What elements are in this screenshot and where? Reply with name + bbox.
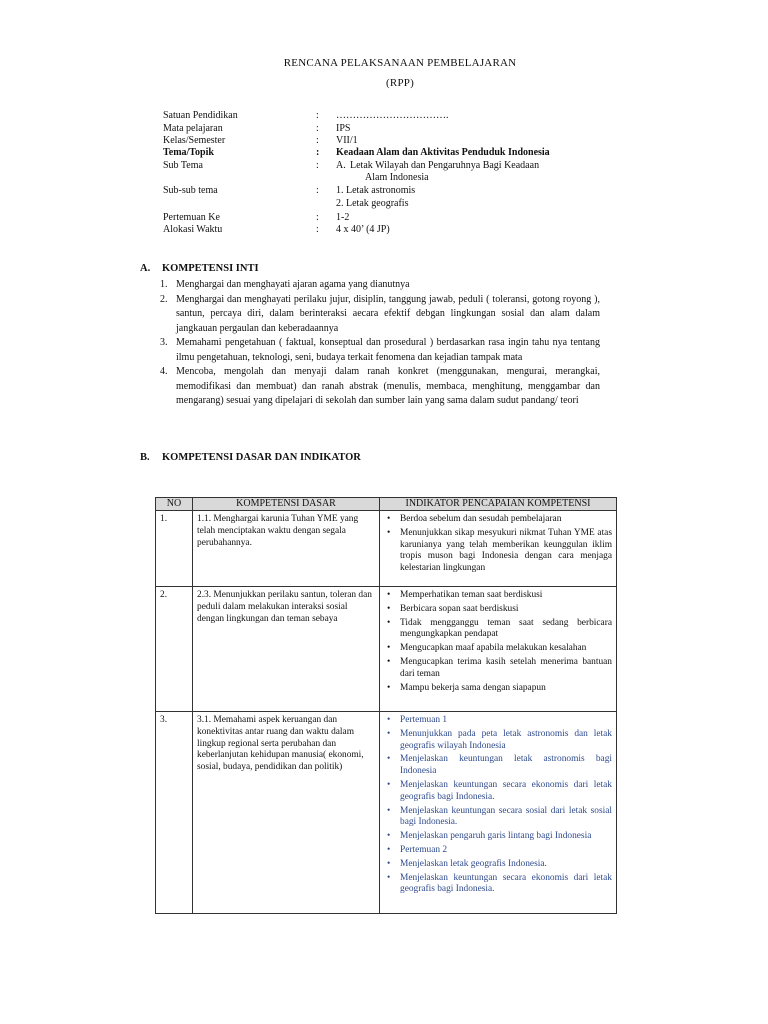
- document-subtitle: (RPP): [386, 77, 414, 89]
- kelas-value: VII/1: [336, 135, 358, 146]
- kd-cell: [193, 587, 380, 712]
- section-b-letter: B.: [140, 452, 150, 463]
- kd-text: 2.3. Menunjukkan perilaku santun, toleran dan peduli dalam melakukan interaksi sosial dengan lingkungan dan teman sebaya: [197, 590, 372, 624]
- item-text: Menghargai dan menghayati ajaran agama yang dianutnya: [176, 279, 410, 290]
- item-text: Memahami pengetahuan ( faktual, konseptual dan prosedural ) berdasarkan rasa ingin tahu nya tentang ilmu pengetahuan, teknologi, seni, budaya terkait fenomena dan kejadian tampak mata: [176, 337, 600, 363]
- table-header-row: [156, 498, 617, 511]
- kd-cell: [193, 712, 380, 914]
- indikator-cell: [380, 712, 617, 914]
- satuan-label: Satuan Pendidikan: [163, 110, 238, 121]
- colon: :: [316, 123, 319, 134]
- tema-value: Keadaan Alam dan Aktivitas Penduduk Indonesia: [336, 147, 550, 158]
- header-indikator: INDIKATOR PENCAPAIAN KOMPETENSI: [380, 498, 617, 511]
- indikator-list: [384, 514, 612, 575]
- subsub-item-2: 2. Letak geografis: [336, 198, 409, 209]
- indikator-cell: [380, 587, 617, 712]
- indikator-list: [384, 715, 612, 896]
- list-item: • Menunjukkan sikap mesyukuri nikmat Tuhan YME atas karunianya yang telah memberikan keunggulan iklim tropis muson bagi Indonesia dengan cara menjaga kelestarian lingkungan: [400, 528, 612, 575]
- subsub-item-1: 1. Letak astronomis: [336, 185, 416, 196]
- list-item: • Pertemuan 2: [400, 845, 612, 857]
- list-item: • Mampu bekerja sama dengan siapapun: [400, 683, 612, 695]
- table-row: [156, 712, 617, 914]
- kompetensi-table: [155, 497, 617, 914]
- section-a-letter: A.: [140, 263, 151, 274]
- alokasi-label: Alokasi Waktu: [163, 224, 223, 235]
- colon: :: [316, 185, 319, 196]
- row-number: 2.: [156, 587, 193, 712]
- mapel-label: Mata pelajaran: [163, 123, 223, 134]
- section-b-title: KOMPETENSI DASAR DAN INDIKATOR: [162, 452, 361, 463]
- list-item: • Menunjukkan pada peta letak astronomis dan letak geografis wilayah Indonesia: [400, 729, 612, 753]
- list-item: [160, 293, 600, 337]
- indikator-cell: [380, 511, 617, 587]
- list-item: [160, 365, 600, 409]
- list-item: • Tidak mengganggu teman saat sedang berbicara mengungkapkan pendapat: [400, 618, 612, 642]
- item-number: 1.: [160, 279, 168, 290]
- colon: :: [316, 160, 319, 171]
- kelas-label: Kelas/Semester: [163, 135, 226, 146]
- section-a-heading: [140, 263, 259, 274]
- subtema-label: Sub Tema: [163, 160, 203, 171]
- list-item: [160, 278, 600, 293]
- list-item: • Menjelaskan keuntungan letak astronomis bagi Indonesia: [400, 754, 612, 778]
- list-item: [160, 336, 600, 365]
- table-row: [156, 587, 617, 712]
- row-number: 1.: [156, 511, 193, 587]
- colon: :: [316, 147, 320, 158]
- list-item: • Menjelaskan keuntungan secara ekonomis dari letak geografis bagi Indonesia.: [400, 780, 612, 804]
- list-item: • Menjelaskan keuntungan secara sosial dari letak sosial bagi Indonesia.: [400, 806, 612, 830]
- item-text: Menghargai dan menghayati perilaku jujur, disiplin, tanggung jawab, peduli ( toleransi, gotong royong ), santun, percaya diri, dalam berinteraksi aecara efektif debgan lingkungan sosial dan alam dalam jangkauan pergaulan dan keberadaannya: [176, 293, 600, 334]
- subsub-label: Sub-sub tema: [163, 185, 218, 196]
- colon: :: [316, 224, 319, 235]
- kd-text: 3.1. Memahami aspek keruangan dan konektivitas antar ruang dan waktu dalam lingkup regional serta perubahan dan keberlanjutan kehidupan manusia( ekonomi, sosial, budaya, pendidikan dan politik): [197, 715, 364, 773]
- item-number: 2.: [160, 293, 168, 305]
- subtema-value: Letak Wilayah dan Pengaruhnya Bagi Keadaan: [350, 160, 540, 171]
- kd-cell: [193, 511, 380, 587]
- list-item: • Menjelaskan pengaruh garis lintang bagi Indonesia: [400, 831, 612, 843]
- list-item: • Mengucapkan terima kasih setelah menerima bantuan dari teman: [400, 657, 612, 681]
- list-item: • Memperhatikan teman saat berdiskusi: [400, 590, 612, 602]
- section-a-title: KOMPETENSI INTI: [162, 263, 259, 274]
- list-item: • Berbicara sopan saat berdiskusi: [400, 604, 612, 616]
- list-item: • Berdoa sebelum dan sesudah pembelajaran: [400, 514, 612, 526]
- header-no: NO: [156, 498, 193, 511]
- document-title: RENCANA PELAKSANAAN PEMBELAJARAN: [283, 57, 517, 69]
- kompetensi-inti-list: [160, 278, 600, 409]
- pertemuan-value: 1-2: [336, 212, 350, 223]
- tema-label: Tema/Topik: [163, 147, 214, 158]
- row-number: 3.: [156, 712, 193, 914]
- alokasi-value: 4 x 40’ (4 JP): [336, 224, 390, 235]
- mapel-value: IPS: [336, 123, 351, 134]
- colon: :: [316, 110, 319, 121]
- colon: :: [316, 212, 319, 223]
- indikator-list: [384, 590, 612, 694]
- pertemuan-label: Pertemuan Ke: [163, 212, 220, 223]
- list-item: • Mengucapkan maaf apabila melakukan kesalahan: [400, 643, 612, 655]
- item-text: Mencoba, mengolah dan menyaji dalam ranah konkret (menggunakan, mengurai, merangkai, memodifikasi dan membuat) dan ranah abstrak (menulis, membaca, menghitung, menggambar dan mengarang) sesuai yang dipelajari di sekolah dan sumber lain yang sama dalam sudut pandang/ teori: [176, 366, 600, 406]
- header-kompetensi-dasar: KOMPETENSI DASAR: [193, 498, 380, 511]
- kd-text: 1.1. Menghargai karunia Tuhan YME yang telah menciptakan waktu dengan segala perubahannya.: [197, 514, 359, 548]
- section-b-heading: [140, 452, 361, 463]
- satuan-value: …………………………….: [336, 110, 449, 121]
- list-item: • Menjelaskan letak geografis Indonesia.: [400, 859, 612, 871]
- subtema-value-cont: Alam Indonesia: [365, 172, 429, 183]
- item-number: 3.: [160, 337, 168, 348]
- table-row: [156, 511, 617, 587]
- list-item: • Pertemuan 1: [400, 715, 612, 727]
- colon: :: [316, 135, 319, 146]
- subtema-prefix: A.: [336, 160, 346, 171]
- list-item: • Menjelaskan keuntungan secara ekonomis dari letak geografis bagi Indonesia.: [400, 873, 612, 897]
- item-number: 4.: [160, 366, 168, 377]
